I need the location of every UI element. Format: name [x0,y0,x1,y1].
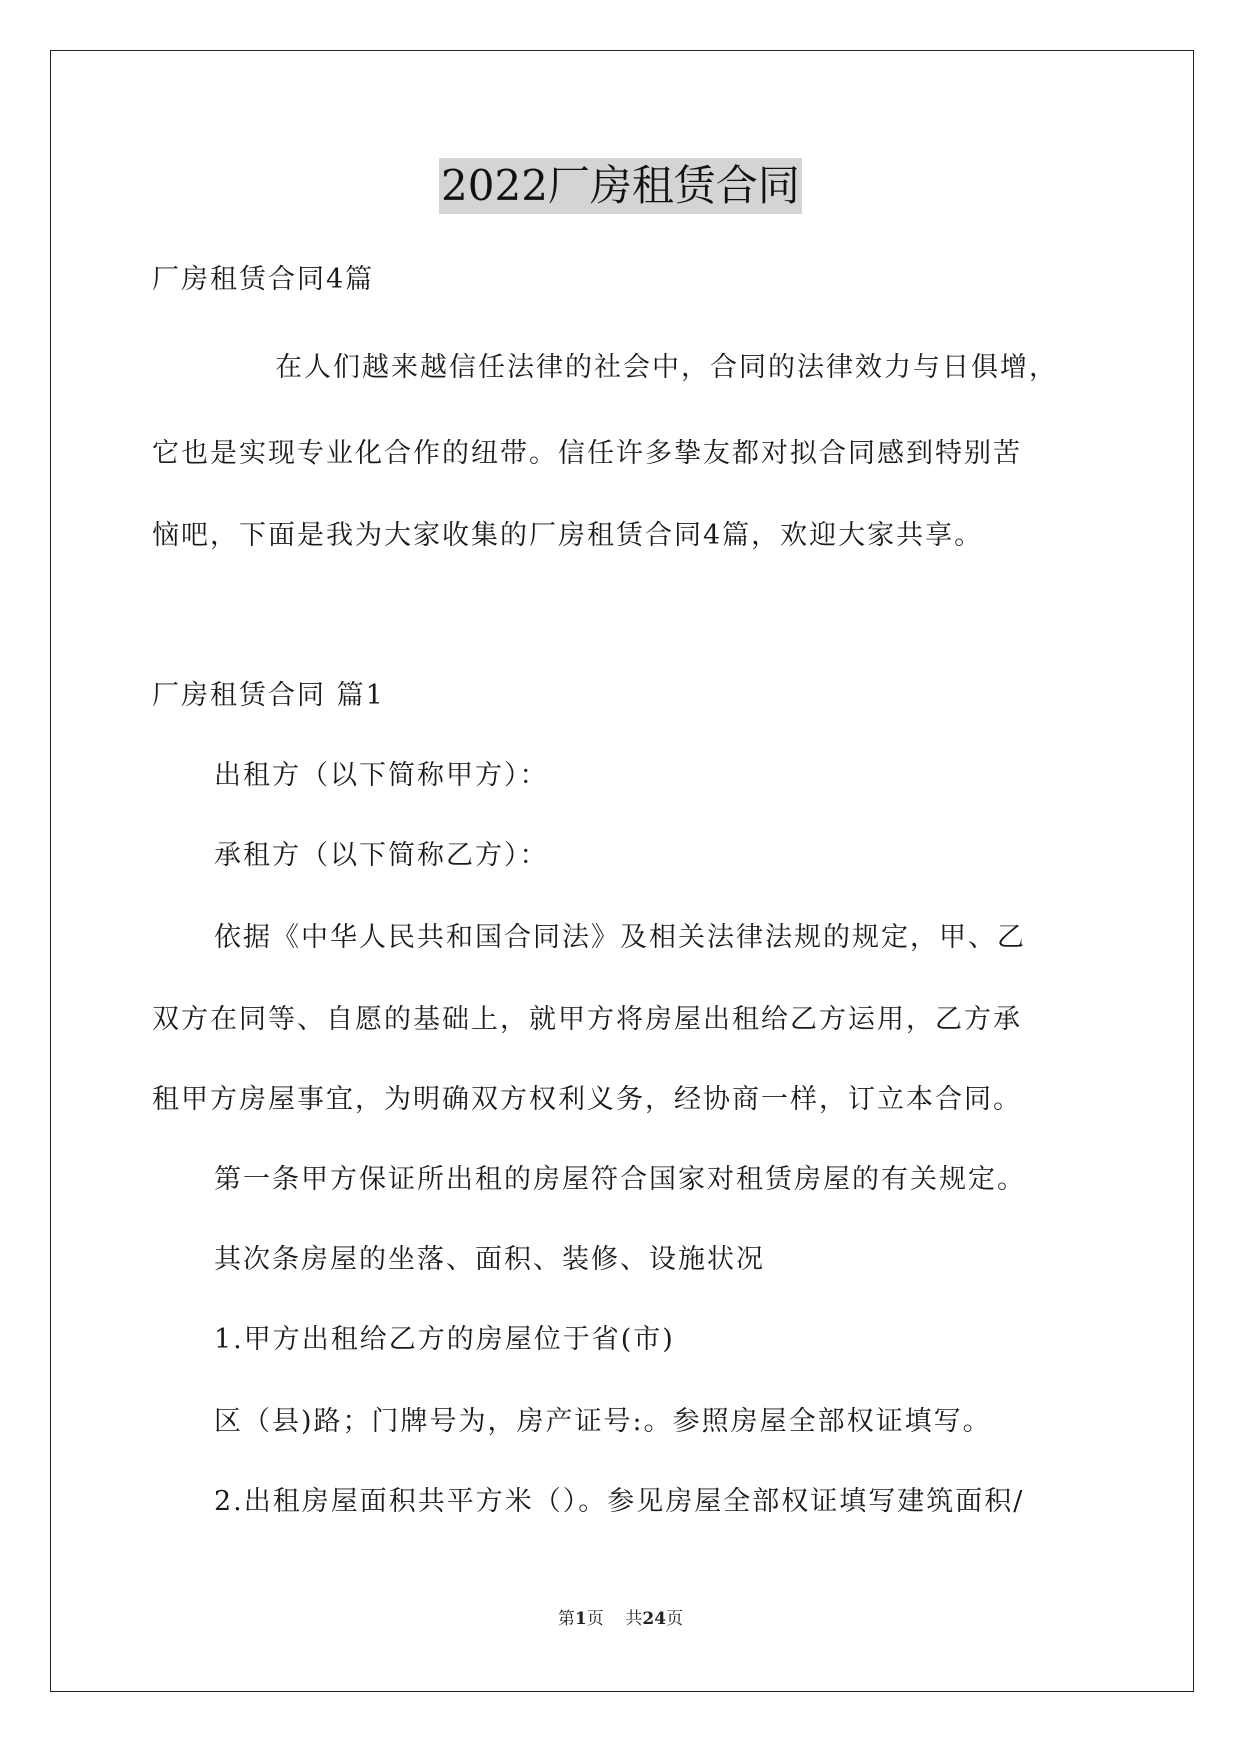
body-line: 1.甲方出租给乙方的房屋位于省(市) [214,1324,675,1355]
intro-line: 在人们越来越信任法律的社会中，合同的法律效力与日俱增， [275,352,1058,383]
footer-total-suffix: 页 [666,1609,684,1629]
footer-page-number: 1 [574,1609,587,1629]
footer-page-prefix: 第 [557,1609,575,1629]
footer-page-suffix: 页 [586,1609,604,1629]
page-footer [0,1607,1241,1631]
body-line: 区（县)路；门牌号为，房产证号:。参照房屋全部权证填写。 [214,1406,992,1437]
footer-total-prefix: 共 [625,1609,643,1629]
body-line: 承租方（以下简称乙方）： [214,840,549,871]
title-container [0,158,1241,214]
body-line: 第一条甲方保证所出租的房屋符合国家对租赁房屋的有关规定。 [214,1164,1026,1195]
body-line: 双方在同等、自愿的基础上，就甲方将房屋出租给乙方运用，乙方承 [152,1004,1022,1035]
footer-total-pages: 24 [642,1609,667,1629]
body-line: 其次条房屋的坐落、面积、装修、设施状况 [214,1244,765,1275]
document-title: 2022厂房租赁合同 [439,158,802,214]
body-line: 出租方（以下简称甲方）： [214,760,549,791]
section-heading: 厂房租赁合同 篇1 [152,680,385,711]
body-line: 2.出租房屋面积共平方米（）。参见房屋全部权证填写建筑面积/ [214,1486,1025,1517]
body-line: 依据《中华人民共和国合同法》及相关法律法规的规定，甲、乙 [214,922,1026,953]
intro-line: 它也是实现专业化合作的纽带。信任许多挚友都对拟合同感到特别苦 [152,438,1022,469]
intro-line: 恼吧，下面是我为大家收集的厂房租赁合同4篇，欢迎大家共享。 [152,520,984,551]
document-subtitle: 厂房租赁合同4篇 [152,264,375,295]
body-line: 租甲方房屋事宜，为明确双方权利义务，经协商一样，订立本合同。 [152,1084,1022,1115]
